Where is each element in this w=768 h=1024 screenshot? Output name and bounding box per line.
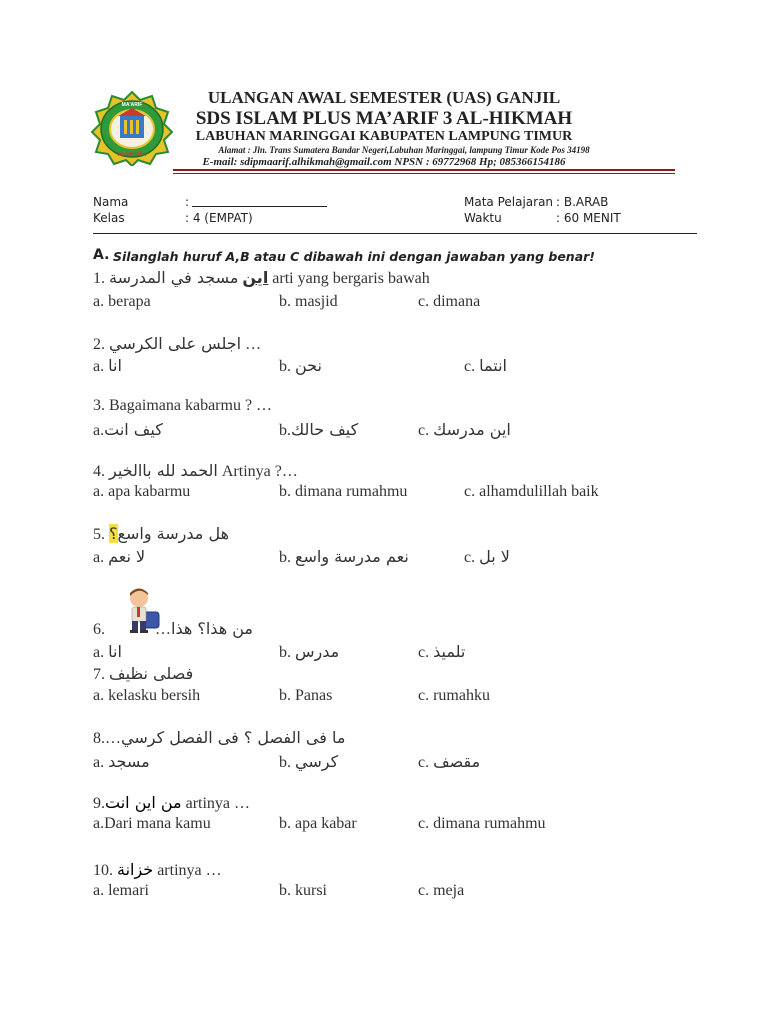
q10-option-c[interactable]: c. meja xyxy=(418,882,465,899)
q10-number: 10. xyxy=(93,862,113,879)
waktu-label: Waktu xyxy=(464,211,502,225)
q3-option-a[interactable] xyxy=(93,420,163,440)
q9-option-a[interactable]: a.Dari mana kamu xyxy=(93,815,211,832)
q8-option-b-letter: b. xyxy=(279,754,291,771)
q2-option-a-letter: a. xyxy=(93,358,105,375)
q6-option-b-text: مدرس xyxy=(295,642,340,661)
nama-label: Nama xyxy=(93,195,129,209)
q8-option-a[interactable] xyxy=(93,752,150,772)
school-region: LABUHAN MARINGGAI KABUPATEN LAMPUNG TIMUR xyxy=(195,129,573,144)
q5-option-a[interactable] xyxy=(93,547,145,567)
mapel-value: : B.ARAB xyxy=(556,195,609,209)
section-letter: A. xyxy=(93,247,110,263)
q10-text: artinya … xyxy=(157,862,222,879)
q2-number: 2. xyxy=(93,336,105,353)
q1-arabic: مسجد في المدرسة xyxy=(109,268,239,287)
q8-number: 8. xyxy=(93,730,105,747)
q6-stem xyxy=(93,619,253,639)
section-instruction: Silanglah huruf A,B atau C dibawah ini dengan jawaban yang benar! xyxy=(113,249,596,264)
q6-option-a-text: انا xyxy=(108,642,122,661)
q2-dots: … xyxy=(245,336,262,353)
q6-option-a-letter: a. xyxy=(93,644,105,661)
q5-option-c-text: لا بل xyxy=(479,547,510,566)
q1-arabic-underlined: اين xyxy=(242,268,269,287)
q6-option-c-letter: c. xyxy=(418,644,430,661)
q7-option-b[interactable]: b. Panas xyxy=(279,687,333,704)
q1-number: 1. xyxy=(93,270,105,287)
q10-option-a[interactable]: a. lemari xyxy=(93,882,149,899)
q4-arabic: الحمد لله باالخير xyxy=(109,461,218,480)
q2-option-c-text: انتما xyxy=(479,356,507,375)
q5-arabic xyxy=(109,524,229,543)
q5-number: 5. xyxy=(93,526,105,543)
q6-arabic: من هذا؟ هذا xyxy=(171,619,253,638)
q7-option-c[interactable]: c. rumahku xyxy=(418,687,490,704)
info-rule xyxy=(93,233,697,234)
q4-text: Artinya ?… xyxy=(221,463,298,480)
q8-option-a-text: مسجد xyxy=(108,752,150,771)
waktu-value: : 60 MENIT xyxy=(556,211,621,225)
q7-arabic: فصلى نظيف xyxy=(109,664,194,683)
q7-number: 7. xyxy=(93,666,105,683)
q4-option-c[interactable]: c. alhamdulillah baik xyxy=(464,483,599,500)
q1-stem xyxy=(93,268,430,288)
mapel-label: Mata Pelajaran xyxy=(464,195,554,209)
q9-text: artinya … xyxy=(185,795,251,812)
q9-arabic: من اين انت xyxy=(105,793,182,812)
header-rule-thick xyxy=(173,169,675,171)
q2-option-b[interactable] xyxy=(279,356,322,376)
q3-option-b-text: كيف حالك xyxy=(291,420,359,439)
header-rule-thin xyxy=(173,173,675,174)
q10-stem xyxy=(93,860,222,880)
school-address: Alamat : Jln. Trans Sumatera Bandar Negeri,Labuhan Maringgai, lampung Timur Kode Pos 34198 xyxy=(218,145,590,155)
q6-option-c[interactable] xyxy=(418,642,465,662)
q8-option-b-text: كرسي xyxy=(295,752,339,771)
q8-option-c[interactable] xyxy=(418,752,480,772)
q2-option-b-text: نحن xyxy=(295,356,322,375)
q5-question-mark: ؟ xyxy=(109,524,118,543)
q2-option-b-letter: b. xyxy=(279,358,291,375)
kelas-label: Kelas xyxy=(93,211,125,225)
q2-option-c-letter: c. xyxy=(464,358,476,375)
q5-option-a-text: لا نعم xyxy=(108,547,146,566)
q4-number: 4. xyxy=(93,463,105,480)
q5-option-a-letter: a. xyxy=(93,549,105,566)
q5-option-b-letter: b. xyxy=(279,549,291,566)
q3-option-a-letter: a. xyxy=(93,422,105,439)
q5-option-b[interactable] xyxy=(279,547,409,567)
q5-option-c[interactable] xyxy=(464,547,510,567)
q7-stem xyxy=(93,664,193,684)
svg-text:AL-HIKMAH: AL-HIKMAH xyxy=(117,152,147,158)
q7-option-a[interactable]: a. kelasku bersih xyxy=(93,687,201,704)
q6-option-c-text: تلميذ xyxy=(433,642,466,661)
q2-option-c[interactable] xyxy=(464,356,507,376)
q1-option-c[interactable]: c. dimana xyxy=(418,293,481,310)
q2-arabic: اجلس على الكرسي xyxy=(109,334,242,353)
q9-number: 9. xyxy=(93,795,105,812)
q5-option-c-letter: c. xyxy=(464,549,476,566)
q8-option-c-letter: c. xyxy=(418,754,430,771)
school-name: SDS ISLAM PLUS MA’ARIF 3 AL-HIKMAH xyxy=(195,108,573,129)
q4-option-a[interactable]: a. apa kabarmu xyxy=(93,483,191,500)
school-contact: E-mail: sdipmaarif.alhikmah@gmail.com NPSN : 69772968 Hp; 085366154186 xyxy=(202,156,566,168)
q3-option-b-letter: b. xyxy=(279,422,291,439)
q3-option-b[interactable] xyxy=(279,420,358,440)
q4-option-b[interactable]: b. dimana rumahmu xyxy=(279,483,408,500)
q2-stem xyxy=(93,334,261,354)
nama-field-line[interactable] xyxy=(192,206,327,207)
q5-arabic-text: هل مدرسة واسع xyxy=(117,524,229,543)
exam-title: ULANGAN AWAL SEMESTER (UAS) GANJIL xyxy=(207,88,561,107)
q8-dots: … xyxy=(105,730,121,747)
q3-stem: 3. Bagaimana kabarmu ? … xyxy=(93,397,273,414)
q9-option-c[interactable]: c. dimana rumahmu xyxy=(418,815,546,832)
q2-option-a[interactable] xyxy=(93,356,122,376)
q8-stem xyxy=(93,728,345,748)
q4-stem xyxy=(93,461,298,481)
kelas-value: : 4 (EMPAT) xyxy=(185,211,253,225)
q8-option-c-text: مقصف xyxy=(433,752,481,771)
svg-text:MA'ARIF: MA'ARIF xyxy=(121,102,143,108)
q8-option-a-letter: a. xyxy=(93,754,105,771)
q9-stem xyxy=(93,793,250,813)
q2-option-a-text: انا xyxy=(108,356,122,375)
q8-option-b[interactable] xyxy=(279,752,338,772)
q6-option-b-letter: b. xyxy=(279,644,291,661)
q3-option-c[interactable] xyxy=(418,420,511,440)
q5-option-b-text: نعم مدرسة واسع xyxy=(295,547,409,566)
q10-arabic: خزانة xyxy=(117,860,154,879)
q6-dots: … xyxy=(155,621,171,638)
q1-option-a[interactable]: a. berapa xyxy=(93,293,151,310)
q1-option-b[interactable]: b. masjid xyxy=(279,293,338,310)
q3-option-a-text: كيف انت xyxy=(104,420,163,439)
q6-option-b[interactable] xyxy=(279,642,339,662)
q10-option-b[interactable]: b. kursi xyxy=(279,882,327,899)
q5-stem xyxy=(93,524,229,544)
nama-colon: : xyxy=(185,195,190,209)
q1-text: arti yang bergaris bawah xyxy=(272,270,430,287)
q6-number: 6. xyxy=(93,621,105,638)
q8-arabic: ما فى الفصل ؟ فى الفصل كرسي xyxy=(121,728,346,747)
q3-option-c-letter: c. xyxy=(418,422,430,439)
q3-option-c-text: اين مدرسك xyxy=(433,420,511,439)
q9-option-b[interactable]: b. apa kabar xyxy=(279,815,357,832)
q6-option-a[interactable] xyxy=(93,642,122,662)
